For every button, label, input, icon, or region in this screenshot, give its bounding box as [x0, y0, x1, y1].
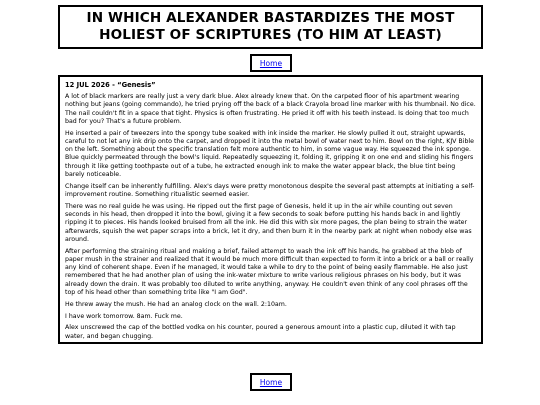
post-heading	[65, 81, 476, 90]
post-paragraph: He threw away the mush. He had an analog clock on the wall. 2:10am.	[65, 300, 287, 308]
bottom-nav	[250, 373, 292, 391]
top-nav	[250, 54, 292, 72]
post-paragraph: After performing the straining ritual and making a brief, failed attempt to wash the ink off his hands, he grabbed at the blob of paper mush in the strainer and realized that it would be much more difficult than expected to form it into a brick or a ball or really any kind of coherent shape. Even if he managed, it would take a while to dry to the point of being easily flammable. He also just remembered that he had another plan of using the ink-water mixture to write various religious phrases on his body, but it was already down the drain. It was probably too diluted to write anything, anyway. He couldn't even think of any cool phrases off the top of his head other than something trite like "I am God".	[65, 247, 474, 296]
post-paragraph: He inserted a pair of tweezers into the spongy tube soaked with ink inside the marker. He slowly pulled it out, straight upwards, careful to not let any ink drip onto the carpet, and dropped it into the metal bowl of water next to him. Bowl on the right, KJV Bible on the left. Something about the specific translation felt more authentic to him, in some vague way. He squeezed the ink sponge. Blue quickly permeated through the bowl's liquid. Repeatedly squeezing it, folding it, gripping it on one end and sliding his fingers through it like getting toothpaste out of a tube, he extracted enough ink to make the water appear black, the blue tint being barely noticeable.	[65, 129, 474, 178]
post-heading-separator: -	[109, 81, 118, 89]
post-date: 12 JUL 2026	[65, 81, 110, 89]
post-paragraph: I have work tomorrow. 8am. Fuck me.	[65, 312, 183, 320]
page-title: IN WHICH ALEXANDER BASTARDIZES THE MOST HOLIEST OF SCRIPTURES (TO HIM AT LEAST)	[86, 10, 455, 43]
post-paragraph: A lot of black markers are really just a very dark blue. Alex already knew that. On the carpeted floor of his apartment wearing nothing but jeans (going commando), he tried prying off the back of a black Crayola broad line marker with his thumbnail. No dice. The nail couldn't fit in a space that tight. Physics is often frustrating. He pried it off with his teeth instead. Is doing that too much bad for you? That's a future problem.	[65, 93, 476, 125]
post-paragraph: Change itself can be inherently fulfilling. Alex's days were pretty monotonous despite the several past attempts at initiating a self-improvement routine. Something ritualistic seemed easier.	[65, 182, 475, 198]
page-title-box	[58, 5, 483, 49]
post-body	[65, 93, 476, 341]
post-paragraph: There was no real guide he was using. He ripped out the first page of Genesis, held it up in the air while counting out seven seconds in his head, then dropped it into the bowl, giving it a few seconds to soak before putting his hands back in and lightly ripping it to pieces. His hands looked bruised from all the ink. He did this with six more pages, the plan being to strain the water afterwards, squish the wet paper scraps into a brick, let it dry, and then burn it in the nearby park at night when nobody else was around.	[65, 202, 472, 243]
post-paragraph: Alex unscrewed the cap of the bottled vodka on his counter, poured a generous amount into a plastic cup, diluted it with tap water, and began chugging.	[65, 324, 456, 340]
home-link[interactable]: Home	[259, 58, 283, 68]
home-link-bottom[interactable]: Home	[259, 377, 283, 387]
post-title: “Genesis”	[117, 81, 156, 89]
post-container	[58, 75, 483, 344]
